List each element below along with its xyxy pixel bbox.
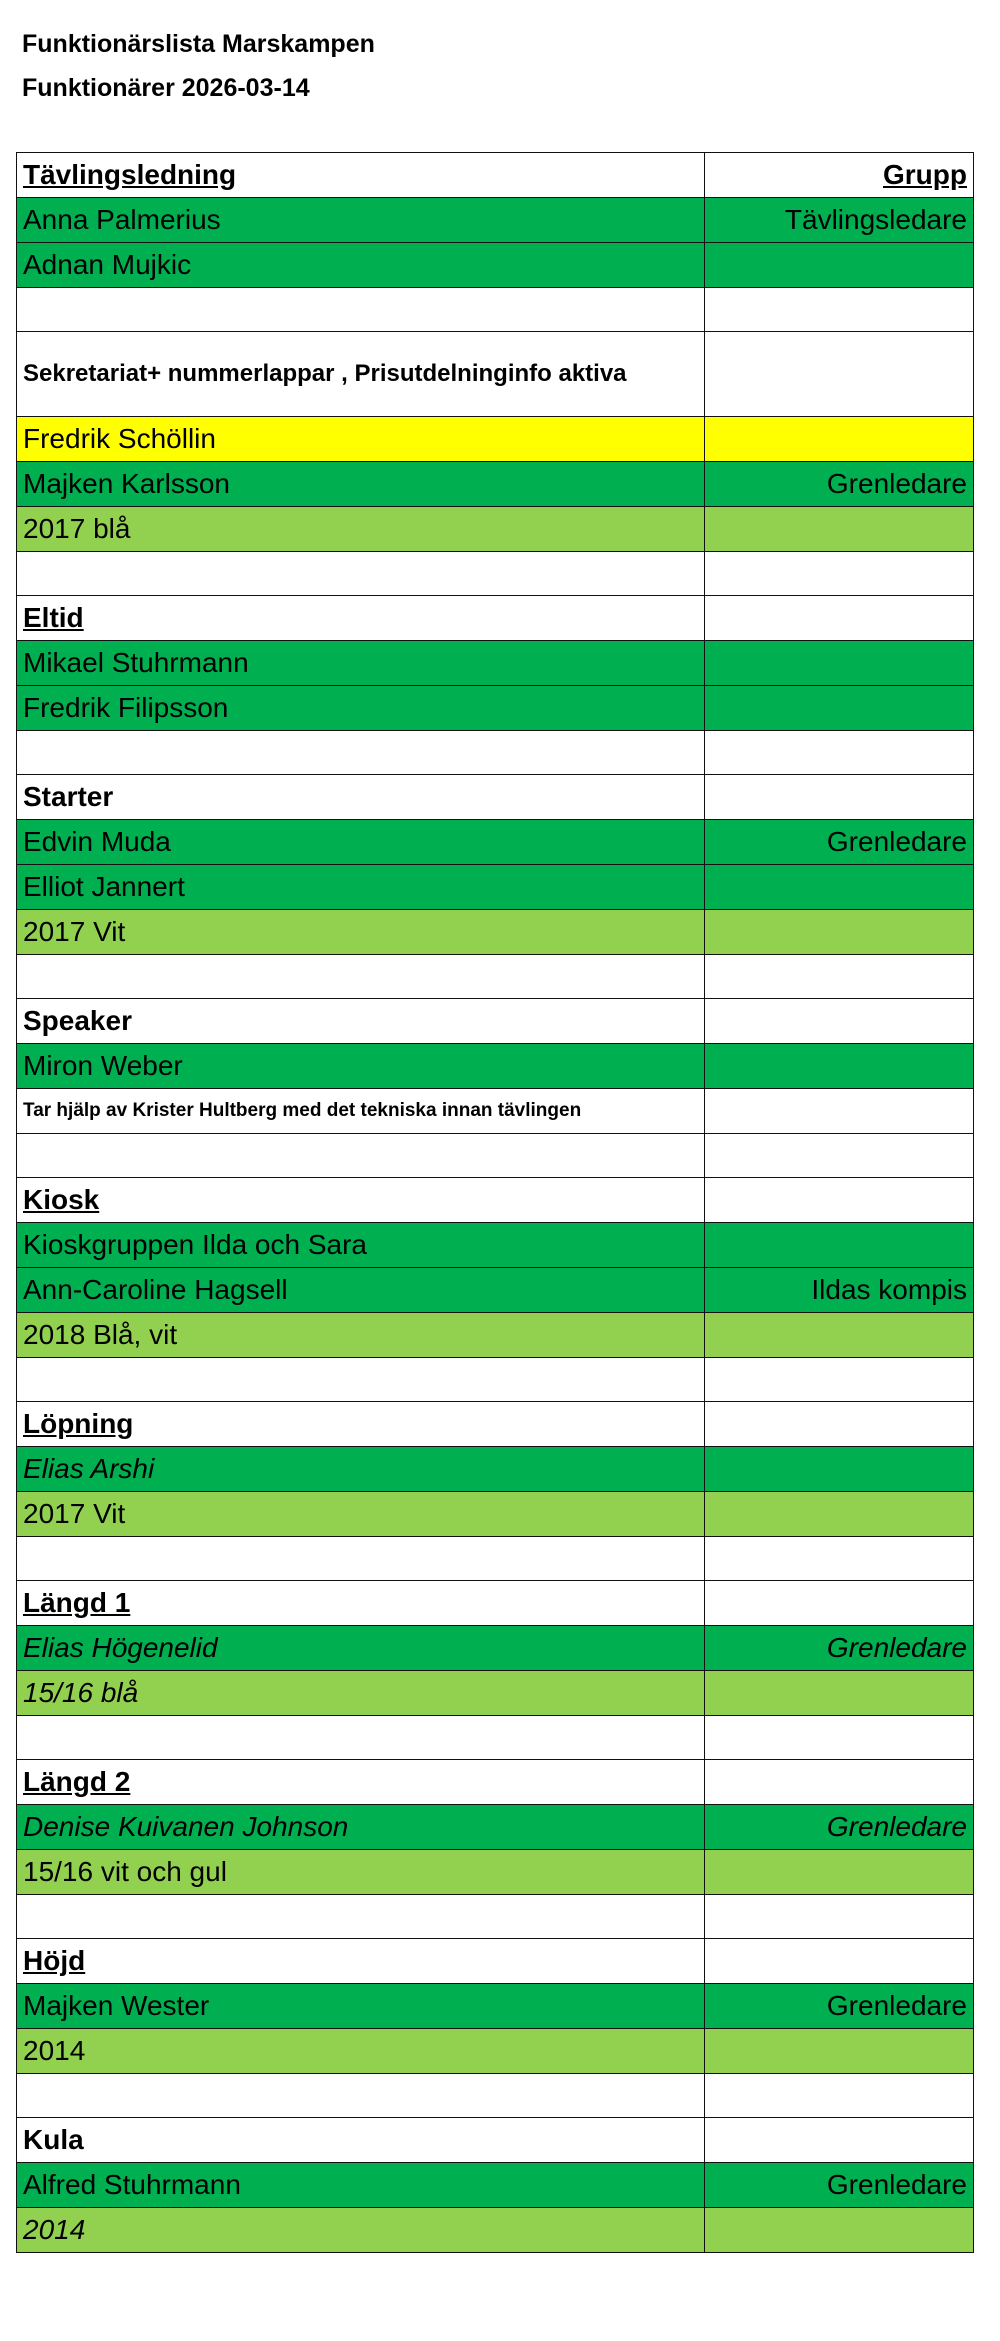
spacer-row — [17, 1716, 974, 1760]
section-heading-cell: Höjd — [17, 1939, 705, 1984]
name-cell — [17, 731, 705, 775]
name-cell — [17, 955, 705, 999]
name-cell: Kioskgruppen Ilda och Sara — [17, 1223, 705, 1268]
group-cell — [705, 1178, 974, 1223]
section-heading-cell: Längd 1 — [17, 1581, 705, 1626]
name-cell: 15/16 vit och gul — [17, 1850, 705, 1895]
name-cell — [17, 1358, 705, 1402]
group-cell — [705, 865, 974, 910]
group-cell — [705, 999, 974, 1044]
table-row — [17, 1850, 974, 1895]
section-heading-row — [17, 1939, 974, 1984]
table-row — [17, 462, 974, 507]
group-cell — [705, 686, 974, 731]
document-subtitle: Funktionärer 2026-03-14 — [22, 74, 310, 102]
table-row — [17, 198, 974, 243]
group-cell — [705, 641, 974, 686]
group-cell — [705, 1895, 974, 1939]
name-cell: 15/16 blå — [17, 1671, 705, 1716]
section-heading-cell: Sekretariat+ nummerlappar , Prisutdelninginfo aktiva — [17, 332, 705, 417]
table-row — [17, 1223, 974, 1268]
group-cell — [705, 332, 974, 417]
table-row — [17, 1313, 974, 1358]
group-cell — [705, 1716, 974, 1760]
name-cell: Edvin Muda — [17, 820, 705, 865]
group-cell — [705, 1223, 974, 1268]
name-cell: Mikael Stuhrmann — [17, 641, 705, 686]
staff-table — [16, 152, 974, 2253]
section-heading-row — [17, 1402, 974, 1447]
name-cell: Ann-Caroline Hagsell — [17, 1268, 705, 1313]
group-cell: Grenledare — [705, 820, 974, 865]
group-cell — [705, 1850, 974, 1895]
name-cell: 2017 Vit — [17, 910, 705, 955]
table-row — [17, 417, 974, 462]
name-cell: Adnan Mujkic — [17, 243, 705, 288]
section-heading-cell: Speaker — [17, 999, 705, 1044]
note-row — [17, 1089, 974, 1134]
spacer-row — [17, 288, 974, 332]
table-row — [17, 641, 974, 686]
table-row — [17, 1671, 974, 1716]
table-row — [17, 243, 974, 288]
section-heading-row — [17, 1178, 974, 1223]
section-heading-cell: Kula — [17, 2118, 705, 2163]
name-cell: Denise Kuivanen Johnson — [17, 1805, 705, 1850]
name-cell — [17, 1134, 705, 1178]
section-heading-row — [17, 999, 974, 1044]
section-heading-cell: Starter — [17, 775, 705, 820]
table-row — [17, 1044, 974, 1089]
group-cell — [705, 552, 974, 596]
table-row — [17, 1447, 974, 1492]
name-cell — [17, 552, 705, 596]
group-cell: Grenledare — [705, 1626, 974, 1671]
spacer-row — [17, 1537, 974, 1581]
group-cell: Grenledare — [705, 1984, 974, 2029]
table-row — [17, 507, 974, 552]
group-cell — [705, 1537, 974, 1581]
group-cell: Ildas kompis — [705, 1268, 974, 1313]
name-cell — [17, 2074, 705, 2118]
name-cell: Elias Arshi — [17, 1447, 705, 1492]
spacer-row — [17, 552, 974, 596]
section-heading-row — [17, 775, 974, 820]
table-row — [17, 820, 974, 865]
group-cell — [705, 243, 974, 288]
document-title: Funktionärslista Marskampen — [22, 30, 375, 58]
table-row — [17, 865, 974, 910]
group-cell: Grenledare — [705, 2163, 974, 2208]
name-cell: Elliot Jannert — [17, 865, 705, 910]
section-heading-row — [17, 1760, 974, 1805]
group-cell — [705, 2074, 974, 2118]
group-cell — [705, 1134, 974, 1178]
group-cell — [705, 2029, 974, 2074]
name-cell: Elias Högenelid — [17, 1626, 705, 1671]
group-cell — [705, 910, 974, 955]
name-cell: Fredrik Filipsson — [17, 686, 705, 731]
group-cell — [705, 507, 974, 552]
name-cell: 2017 blå — [17, 507, 705, 552]
section-heading-row — [17, 596, 974, 641]
group-cell: Tävlingsledare — [705, 198, 974, 243]
group-cell — [705, 1089, 974, 1134]
group-cell — [705, 775, 974, 820]
group-cell — [705, 731, 974, 775]
group-cell — [705, 288, 974, 332]
name-cell — [17, 288, 705, 332]
table-row — [17, 1492, 974, 1537]
table-row — [17, 1805, 974, 1850]
table-row — [17, 2029, 974, 2074]
name-cell: Alfred Stuhrmann — [17, 2163, 705, 2208]
group-cell — [705, 2118, 974, 2163]
name-cell: 2014 — [17, 2029, 705, 2074]
name-cell: Miron Weber — [17, 1044, 705, 1089]
table-row — [17, 910, 974, 955]
group-cell: Grenledare — [705, 1805, 974, 1850]
spacer-row — [17, 2074, 974, 2118]
group-column-header: Grupp — [705, 153, 974, 198]
name-cell — [17, 1895, 705, 1939]
document-header — [22, 22, 375, 110]
group-cell — [705, 1581, 974, 1626]
group-cell — [705, 417, 974, 462]
group-cell — [705, 1671, 974, 1716]
section-heading-row — [17, 332, 974, 417]
group-cell — [705, 1939, 974, 1984]
group-cell — [705, 1492, 974, 1537]
spacer-row — [17, 955, 974, 999]
name-cell — [17, 1716, 705, 1760]
table-header-row — [17, 153, 974, 198]
group-cell — [705, 1358, 974, 1402]
name-cell: Fredrik Schöllin — [17, 417, 705, 462]
table-row — [17, 1268, 974, 1313]
group-cell — [705, 2208, 974, 2253]
group-cell — [705, 1447, 974, 1492]
name-cell: Majken Wester — [17, 1984, 705, 2029]
section-heading-cell: Löpning — [17, 1402, 705, 1447]
spacer-row — [17, 1358, 974, 1402]
spacer-row — [17, 1134, 974, 1178]
name-cell: 2018 Blå, vit — [17, 1313, 705, 1358]
spacer-row — [17, 731, 974, 775]
group-cell — [705, 596, 974, 641]
section-heading-row — [17, 2118, 974, 2163]
name-cell: Majken Karlsson — [17, 462, 705, 507]
spacer-row — [17, 1895, 974, 1939]
table-row — [17, 686, 974, 731]
section-heading-cell: Eltid — [17, 596, 705, 641]
group-cell: Grenledare — [705, 462, 974, 507]
name-cell — [17, 1537, 705, 1581]
table-row — [17, 1984, 974, 2029]
section-heading-cell: Längd 2 — [17, 1760, 705, 1805]
name-cell: 2014 — [17, 2208, 705, 2253]
table-row — [17, 2163, 974, 2208]
group-cell — [705, 1402, 974, 1447]
section-heading-row — [17, 1581, 974, 1626]
group-cell — [705, 1760, 974, 1805]
group-cell — [705, 955, 974, 999]
table-row — [17, 2208, 974, 2253]
table-row — [17, 1626, 974, 1671]
note-cell: Tar hjälp av Krister Hultberg med det tekniska innan tävlingen — [17, 1089, 705, 1134]
section-heading-cell: Kiosk — [17, 1178, 705, 1223]
group-cell — [705, 1044, 974, 1089]
name-cell: 2017 Vit — [17, 1492, 705, 1537]
name-cell: Anna Palmerius — [17, 198, 705, 243]
section-header-cell: Tävlingsledning — [17, 153, 705, 198]
group-cell — [705, 1313, 974, 1358]
